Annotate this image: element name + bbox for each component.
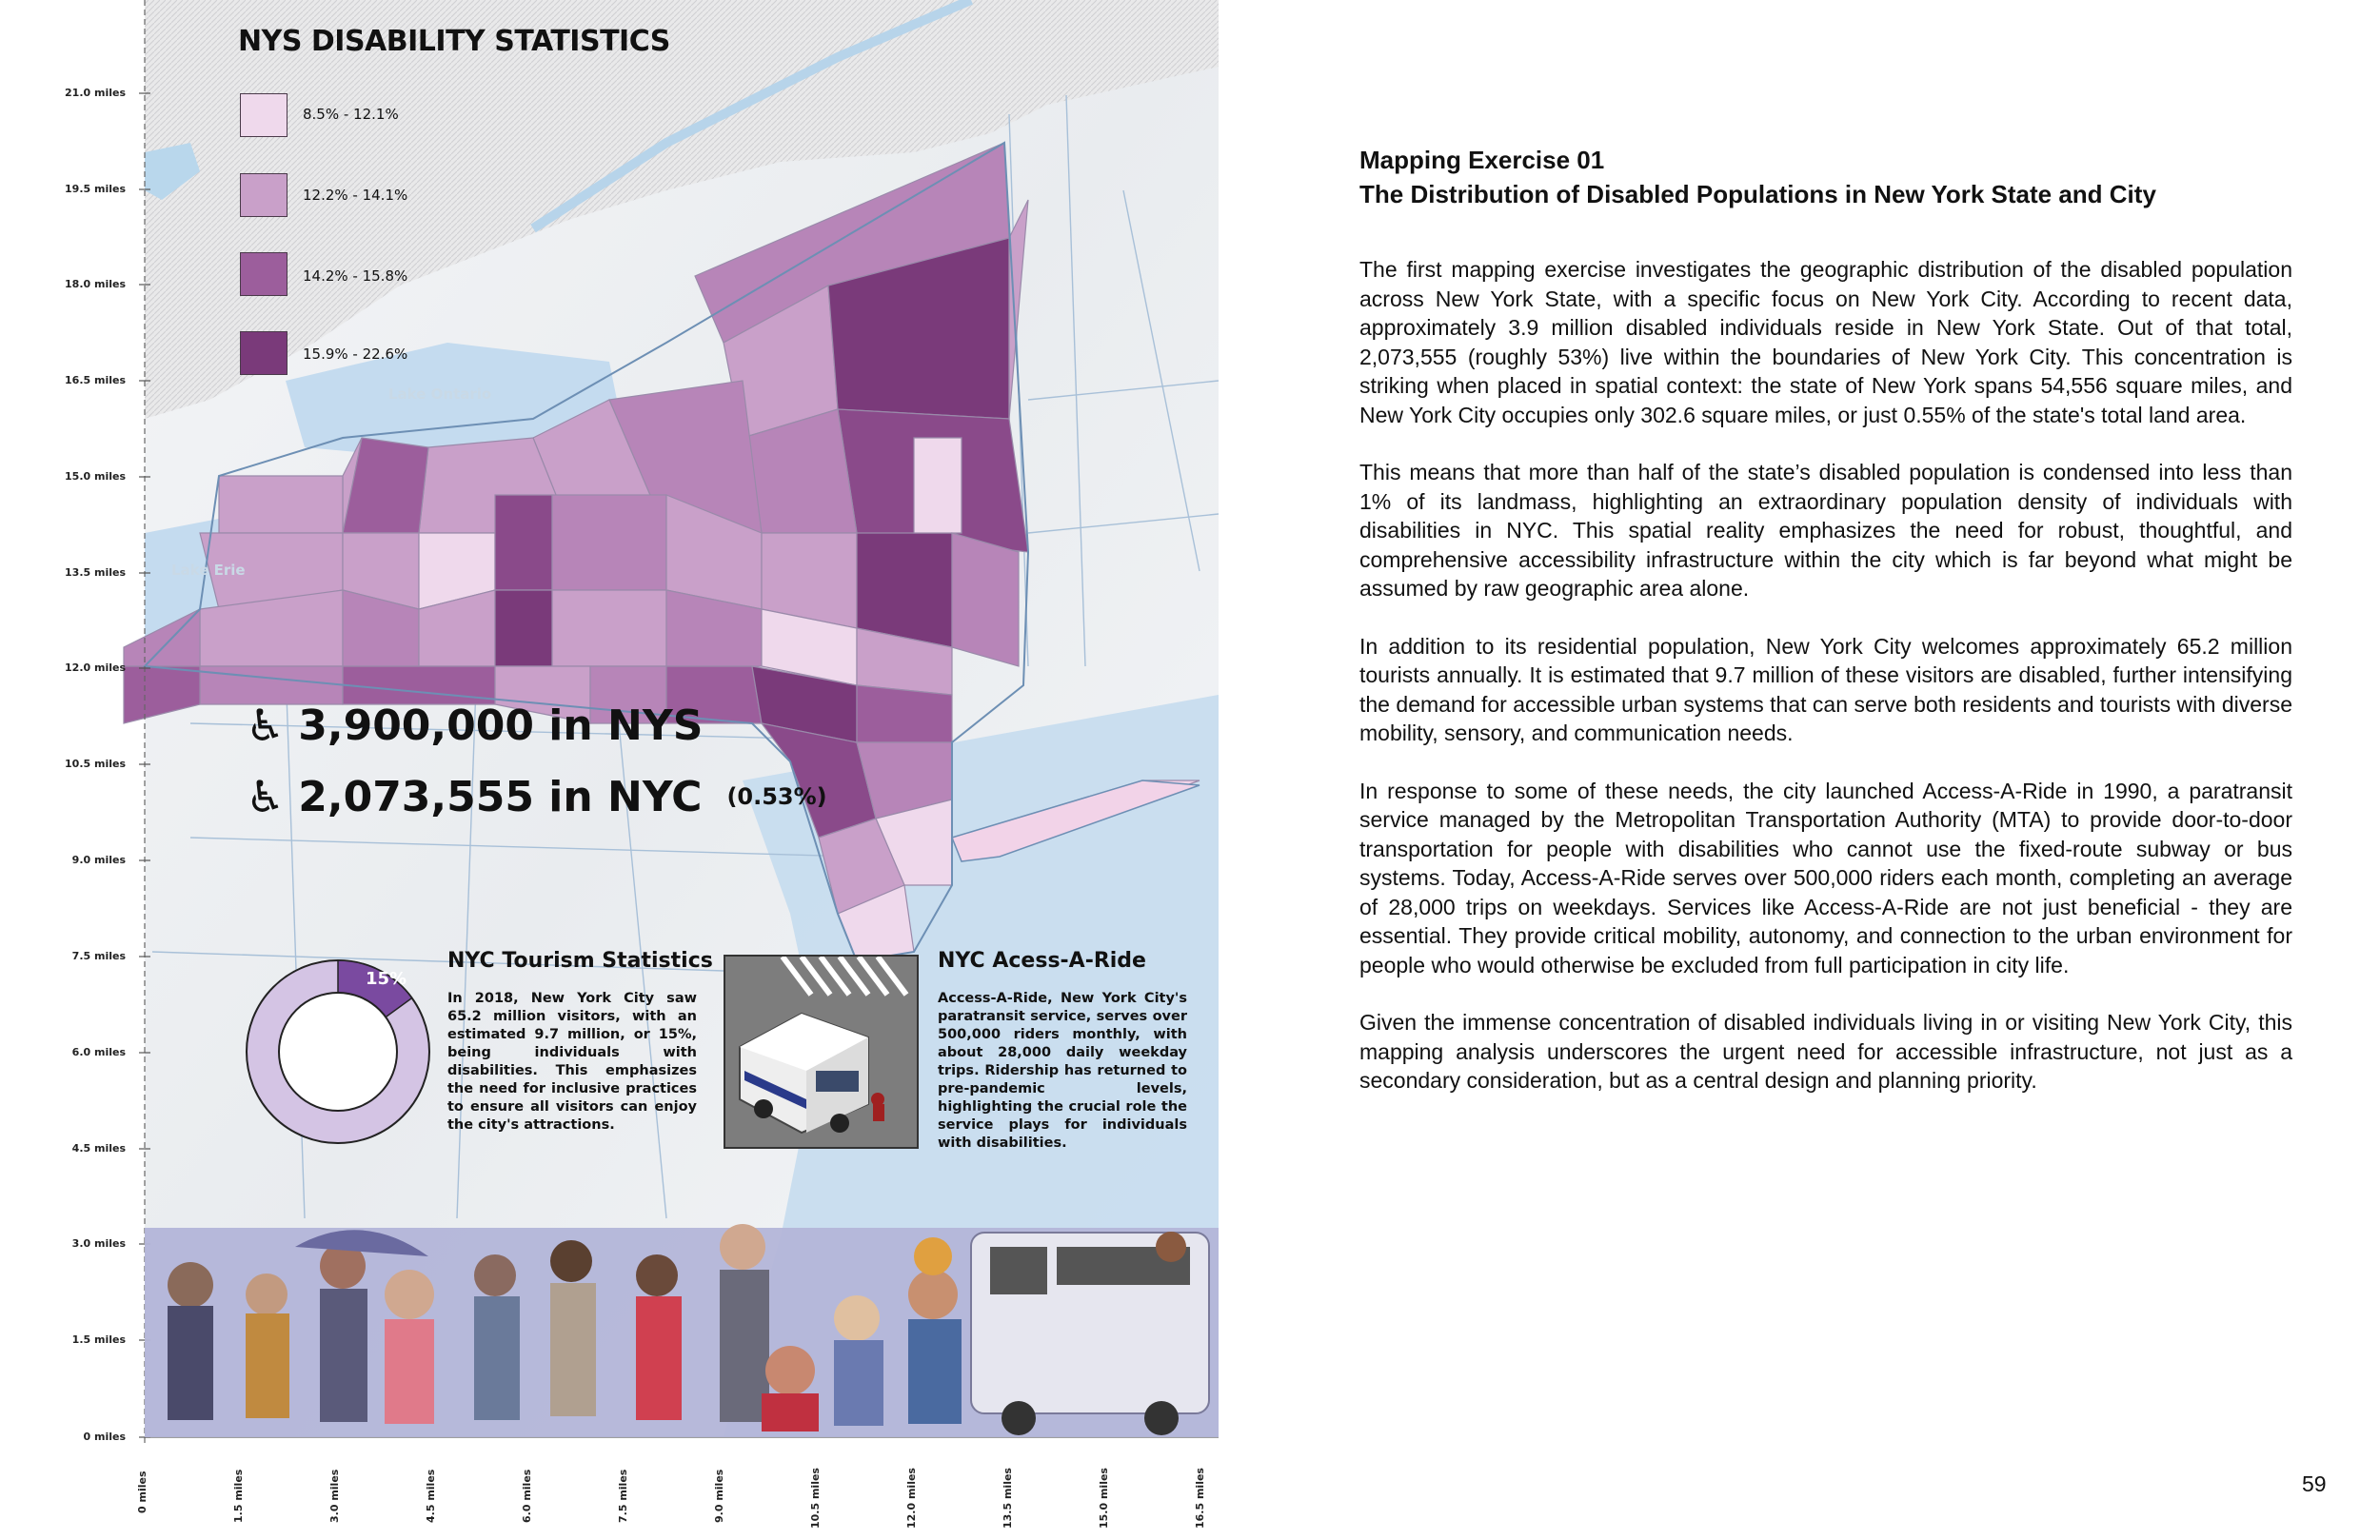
legend-swatch-3 xyxy=(240,252,288,296)
y-tick-label: 13.5 miles xyxy=(65,566,126,579)
y-tick-label: 18.0 miles xyxy=(65,278,126,290)
x-tick-label: 0 miles xyxy=(136,1471,149,1513)
x-tick-label: 16.5 miles xyxy=(1194,1468,1206,1529)
bus-icon xyxy=(725,957,919,1149)
legend-swatch-1 xyxy=(240,93,288,137)
legend-label: 15.9% - 22.6% xyxy=(303,346,408,363)
donut-hole xyxy=(279,993,397,1111)
x-tick-label: 6.0 miles xyxy=(521,1469,533,1523)
nyc-stat-text: 2,073,555 in NYC xyxy=(298,772,703,821)
nyc-stat xyxy=(246,771,827,822)
article-heading-line-1: Mapping Exercise 01 xyxy=(1359,146,1605,174)
y-tick-label: 15.0 miles xyxy=(65,470,126,483)
nys-stat-text: 3,900,000 in NYS xyxy=(298,701,704,750)
y-tick-label: 7.5 miles xyxy=(71,950,126,962)
wheelchair-icon: ♿ xyxy=(246,700,286,751)
nyc-stat-percent: (0.53%) xyxy=(726,783,827,810)
x-tick-label: 3.0 miles xyxy=(328,1469,341,1523)
x-tick-label: 7.5 miles xyxy=(617,1469,629,1523)
lake-ontario-label: Lake Ontario xyxy=(388,385,492,403)
y-tick-label: 19.5 miles xyxy=(65,183,126,195)
x-tick-label: 1.5 miles xyxy=(232,1469,245,1523)
legend-swatch-2 xyxy=(240,173,288,217)
tourism-body: In 2018, New York City saw 65.2 million visitors, with an estimated 9.7 million, or 15%, being individuals with disabilities. This emphasizes the need for inclusive practices to ensure all visitors can enjoy the city's attractions. xyxy=(447,991,697,1133)
y-tick-label: 21.0 miles xyxy=(65,87,126,99)
y-tick-label: 6.0 miles xyxy=(71,1046,126,1058)
y-tick-label: 4.5 miles xyxy=(71,1142,126,1155)
y-tick-label: 0 miles xyxy=(83,1431,126,1443)
legend-label: 12.2% - 14.1% xyxy=(303,187,408,204)
access-a-ride-title: NYC Acess-A-Ride xyxy=(938,949,1146,973)
y-tick-label: 10.5 miles xyxy=(65,758,126,770)
article-paragraph-3: In addition to its residential population, New York City welcomes approximately 65.2 million tourists annually. It is estimated that 9.7 million of these visitors are disabled, further intensifying the demand for accessible urban systems that can serve both residents and tourists with diverse mobility, sensory, and communication needs. xyxy=(1359,633,2292,745)
legend-label: 8.5% - 12.1% xyxy=(303,106,399,123)
y-tick-label: 16.5 miles xyxy=(65,374,126,386)
y-tick-label: 1.5 miles xyxy=(71,1333,126,1346)
legend-label: 14.2% - 15.8% xyxy=(303,267,408,285)
x-tick-label: 15.0 miles xyxy=(1098,1468,1110,1529)
article-paragraph-1: The first mapping exercise investigates the geographic distribution of the disabled population across New York State, with a specific focus on New York City. According to recent data, approximately 3.9 million disabled individuals reside in New York State. Out of that total, 2,073,555 (roughly 53%) live within the boundaries of New York City. This concentration is striking when placed in spatial context: the state of New York spans 54,556 square miles, and New York City occupies only 302.6 square miles, or just 0.55% of the state's total land area. xyxy=(1359,257,2292,427)
lake-erie-label: Lake Erie xyxy=(171,562,246,579)
wheelchair-icon: ♿ xyxy=(246,771,286,822)
article xyxy=(1359,143,2292,1096)
y-tick-label: 9.0 miles xyxy=(71,854,126,866)
article-paragraph-2: This means that more than half of the state’s disabled population is condensed into less than 1% of its landmass, highlighting an extraordinary population density of individuals with disabilities in NYC. This spatial reality emphasizes the need for robust, thoughtful, and comprehensive accessibility infrastructure within the city which is far beyond what might be assumed by raw geographic area alone. xyxy=(1359,460,2292,601)
map-title: NYS DISABILITY STATISTICS xyxy=(238,25,670,58)
tourism-donut-chart xyxy=(238,952,438,1152)
x-tick-label: 13.5 miles xyxy=(1002,1468,1014,1529)
legend-swatch-4 xyxy=(240,331,288,375)
access-a-ride-body: Access-A-Ride, New York City's paratransit service, serves over 500,000 riders monthly, with about 28,000 daily weekday trips. Ridership has returned to pre-pandemic levels, highlighting the crucial role the service plays for individuals with disabilities. xyxy=(938,991,1187,1151)
y-tick-label: 12.0 miles xyxy=(65,661,126,674)
page-number: 59 xyxy=(2302,1471,2327,1496)
x-tick-label: 4.5 miles xyxy=(425,1469,437,1523)
x-tick-label: 12.0 miles xyxy=(905,1468,918,1529)
x-tick-label: 10.5 miles xyxy=(809,1468,822,1529)
donut-label: 15% xyxy=(366,969,407,989)
article-paragraph-4: In response to some of these needs, the city launched Access-A-Ride in 1990, a paratransit service managed by the Metropolitan Transportation Authority (MTA) to provide door-to-door transportation for people with disabilities who cannot use the fixed-route subway or bus systems. Today, Access-A-Ride serves over 500,000 riders each month, completing an average of 28,000 trips on weekdays. Services like Access-A-Ride are not just beneficial - they are essential. They provide critical mobility, autonomy, and connection to the urban environment for people who would otherwise be excluded from full participation in city life. xyxy=(1359,778,2292,977)
article-heading-line-2: The Distribution of Disabled Populations in New York State and City xyxy=(1359,180,2156,208)
article-paragraph-5: Given the immense concentration of disabled individuals living in or visiting New York City, this mapping analysis underscores the urgent need for accessible infrastructure, not just as a secondary consideration, but as a central design and planning priority. xyxy=(1359,1010,2292,1093)
x-tick-label: 9.0 miles xyxy=(713,1469,725,1523)
access-a-ride-illustration xyxy=(724,955,919,1149)
nys-stat xyxy=(246,700,703,751)
tourism-title: NYC Tourism Statistics xyxy=(447,949,713,973)
y-tick-label: 3.0 miles xyxy=(71,1237,126,1250)
